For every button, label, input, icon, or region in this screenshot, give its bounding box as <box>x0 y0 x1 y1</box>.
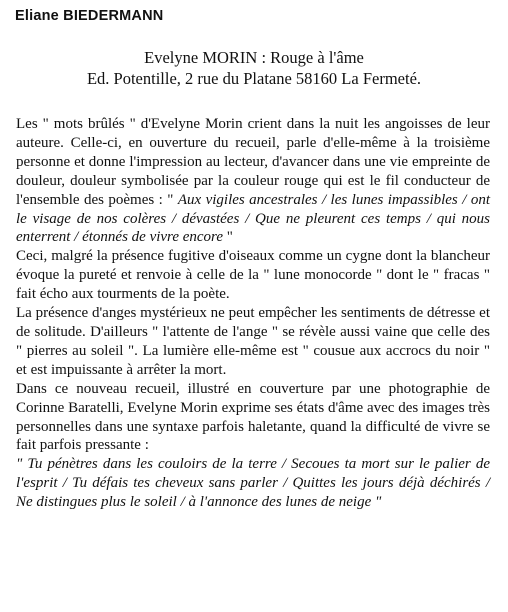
poem-quote: Aux vigiles ancestrales / les lunes impassibles / ont le visage de nos colères / dévastées / Que ne pleurent ces temps / qui nous enterrent / étonnés de vivre encore <box>16 191 490 246</box>
quote-close: " <box>223 229 233 246</box>
poem-quote-final: " Tu pénètres dans les couloirs de la terre / Secoues ta mort sur le palier de l'esprit / Tu défais tes cheveux sans parler / Quittes les jours déjà déchirés / Ne distingues plus le soleil / à l'annonce des lunes de neige " <box>16 456 490 511</box>
review-body <box>16 115 490 512</box>
publisher-info: Ed. Potentille, 2 rue du Platane 58160 La Fermeté. <box>86 69 422 88</box>
review-paragraph-3: La présence d'anges mystérieux ne peut empêcher les sentiments de détresse et de solitude. D'ailleurs " l'attente de l'ange " se révèle aussi vaine que celle des " pierres au soleil ". La lumière elle-même est " cousue aux accrocs du noir " et est impuissante à arrêter la mort. <box>16 305 490 378</box>
review-paragraph-1 <box>16 115 490 247</box>
book-title: Evelyne MORIN : Rouge à l'âme <box>144 48 364 67</box>
review-paragraph-4: Dans ce nouveau recueil, illustré en couverture par une photographie de Corinne Baratelli, Evelyne Morin exprime ses états d'âme avec des images très personnelles dans une syntaxe parfois haletante, quand la difficulté de vivre se fait parfois pressante : <box>16 380 490 454</box>
paragraph-text: Les " mots brûlés " d'Evelyne Morin crient dans la nuit les angoisses de leur auteure. Celle-ci, en ouverture du recueil, parle d'elle-même à la troisième personne et donne l'impression au lecteur, d'avancer dans une vie empreinte de douleur, douleur symbolisée par la couleur rouge qui est le fil conducteur de l'ensemble des poèmes : " <box>16 116 490 208</box>
book-header <box>0 48 508 89</box>
review-paragraph-2: Ceci, malgré la présence fugitive d'oiseaux comme un cygne dont la blancheur évoque la pureté et renvoie à celle de la " lune monocorde " dont le " fracas " fait écho aux tourments de la poète. <box>16 248 490 303</box>
reviewer-name: Eliane BIEDERMANN <box>15 8 164 24</box>
